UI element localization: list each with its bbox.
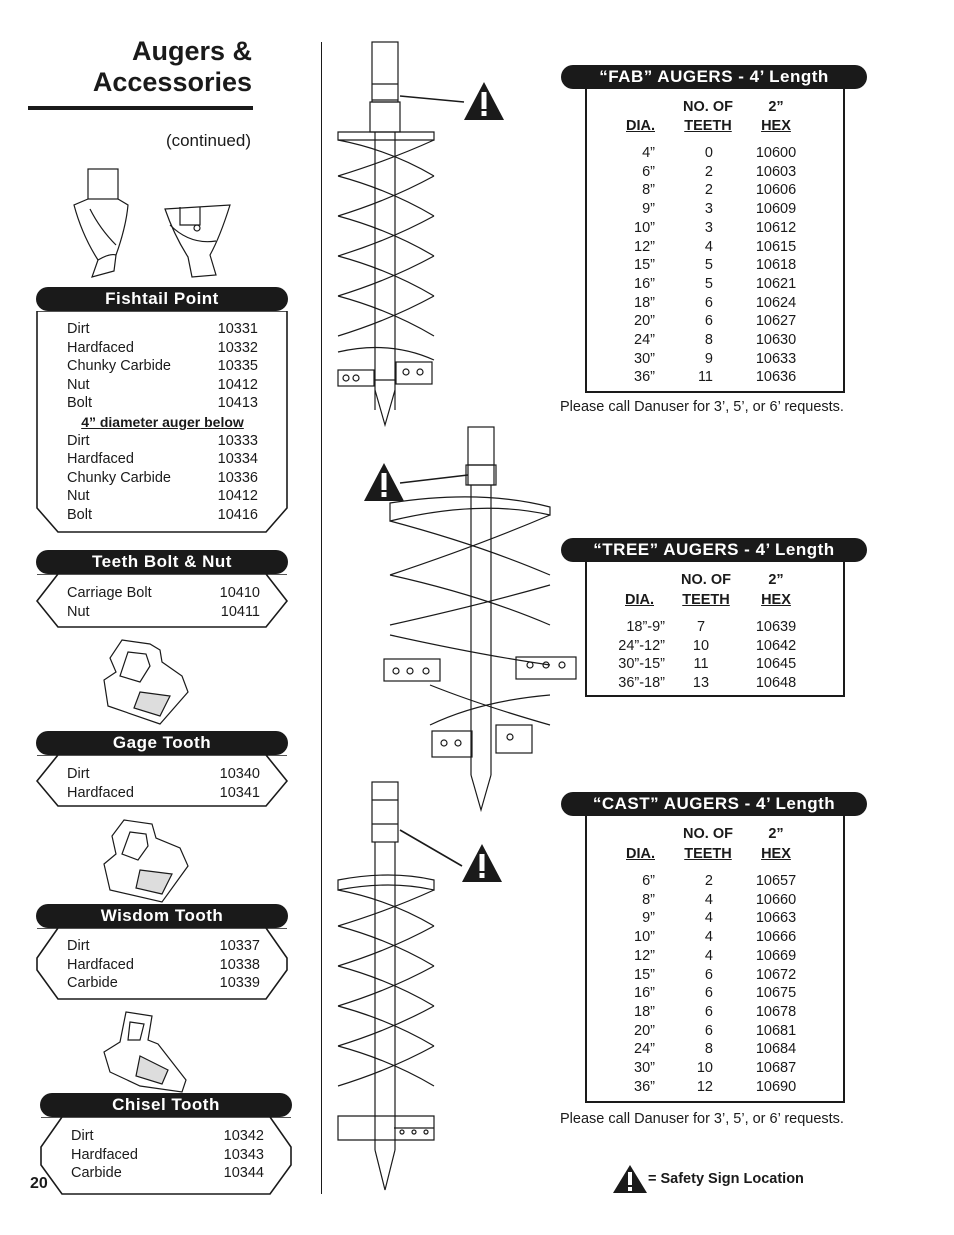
- list-item: Bolt 10413: [67, 395, 258, 412]
- table-cell: 18”-9”: [626, 619, 665, 635]
- table-cell: 6: [704, 313, 713, 330]
- table-cell: 10: [692, 637, 710, 654]
- table-cell: 6: [704, 1003, 713, 1020]
- dia-column: [595, 618, 665, 693]
- list-item: Hardfaced 10334: [67, 451, 258, 468]
- gage-tooth-list: [67, 765, 260, 802]
- table-cell: 8”: [642, 182, 655, 199]
- table-cell: 10645: [755, 656, 797, 673]
- table-cell: 5: [704, 257, 713, 274]
- col-header-teeth-top: NO. OF: [683, 826, 733, 842]
- table-cell: 15”: [634, 257, 655, 274]
- col-header-dia: DIA.: [625, 592, 654, 608]
- fab-augers-note: Please call Danuser for 3’, 5’, or 6’ requests.: [560, 399, 844, 415]
- list-item: Dirt 10340: [67, 766, 260, 782]
- table-cell: 7: [696, 619, 706, 635]
- list-item: Carriage Bolt 10410: [67, 585, 260, 601]
- table-cell: 9: [704, 350, 713, 367]
- table-cell: 10615: [755, 238, 797, 255]
- table-cell: 10684: [755, 1041, 797, 1058]
- table-cell: 4”: [642, 145, 655, 161]
- list-item: Dirt 10342: [71, 1128, 264, 1144]
- table-cell: 4: [704, 929, 713, 946]
- list-item: Chunky Carbide 10335: [67, 358, 258, 375]
- table-cell: 12: [696, 1078, 713, 1095]
- table-cell: 30”: [634, 350, 655, 367]
- table-cell: 3: [704, 219, 713, 236]
- table-cell: 8”: [642, 891, 655, 908]
- table-cell: 11: [697, 369, 713, 386]
- col-header-hex: HEX: [761, 592, 791, 608]
- table-cell: 9”: [642, 201, 655, 218]
- table-cell: 10687: [755, 1060, 797, 1077]
- table-cell: 6: [704, 985, 713, 1002]
- chisel-tooth-list: [71, 1127, 264, 1183]
- col-header-hex-top: 2”: [768, 572, 784, 588]
- table-cell: 10681: [755, 1022, 797, 1039]
- chisel-tooth-illustration: [100, 1010, 192, 1096]
- table-cell: 10609: [755, 201, 797, 218]
- table-cell: 30”-15”: [618, 656, 665, 673]
- table-cell: 4: [704, 910, 713, 927]
- table-cell: 10666: [755, 929, 797, 946]
- teeth-column: [673, 144, 713, 387]
- table-cell: 4: [704, 238, 713, 255]
- table-cell: 6”: [642, 163, 655, 180]
- list-item: Chunky Carbide 10336: [67, 469, 258, 486]
- table-cell: 10672: [755, 966, 797, 983]
- list-item: Hardfaced 10338: [67, 956, 260, 973]
- table-cell: 10663: [755, 910, 797, 927]
- table-cell: 6: [704, 966, 713, 983]
- title-line-2: Accessories: [92, 67, 252, 97]
- table-cell: 10”: [634, 219, 655, 236]
- col-header-dia: DIA.: [626, 846, 655, 862]
- table-cell: 10612: [755, 219, 797, 236]
- table-cell: 2: [704, 873, 713, 889]
- hex-column: [745, 872, 807, 1096]
- fishtail-point-illustration: [70, 165, 240, 283]
- list-item: Dirt 10331: [67, 321, 258, 337]
- teeth-column: [681, 618, 721, 693]
- cast-augers-note: Please call Danuser for 3’, 5’, or 6’ requests.: [560, 1111, 844, 1127]
- column-divider: [321, 42, 322, 1194]
- table-cell: 10660: [755, 891, 797, 908]
- gage-tooth-illustration: [100, 636, 192, 728]
- list-item: Nut 10412: [67, 488, 258, 505]
- table-cell: 36”: [634, 1078, 655, 1095]
- table-cell: 20”: [634, 313, 655, 330]
- page-number: 20: [30, 1175, 48, 1192]
- table-cell: 10600: [755, 145, 797, 161]
- dia-column: [605, 144, 655, 387]
- table-cell: 24”-12”: [618, 637, 665, 654]
- table-cell: 12”: [634, 947, 655, 964]
- table-cell: 20”: [634, 1022, 655, 1039]
- table-cell: 5: [704, 275, 713, 292]
- table-cell: 36”-18”: [618, 675, 665, 692]
- table-cell: 18”: [634, 294, 655, 311]
- table-cell: 10678: [755, 1003, 797, 1020]
- table-cell: 10636: [755, 369, 797, 386]
- safety-legend: [612, 1164, 804, 1194]
- wisdom-tooth-illustration: [100, 818, 192, 904]
- table-cell: 16”: [634, 985, 655, 1002]
- table-cell: 0: [704, 145, 713, 161]
- table-cell: 10: [696, 1060, 713, 1077]
- fab-augers-title: “FAB” AUGERS - 4’ Length: [561, 65, 867, 89]
- table-cell: 10633: [755, 350, 797, 367]
- col-header-dia: DIA.: [626, 118, 655, 134]
- table-cell: 10675: [755, 985, 797, 1002]
- table-cell: 18”: [634, 1003, 655, 1020]
- table-cell: 10627: [755, 313, 797, 330]
- page-title: [28, 36, 252, 98]
- table-cell: 36”: [634, 369, 655, 386]
- col-header-teeth-top: NO. OF: [681, 572, 731, 588]
- table-cell: 30”: [634, 1060, 655, 1077]
- table-cell: 10642: [755, 637, 797, 654]
- warning-triangle-icon: [612, 1164, 648, 1194]
- wisdom-tooth-list: [67, 937, 260, 993]
- list-item: Carbide 10339: [67, 975, 260, 992]
- teeth-column: [673, 872, 713, 1096]
- table-cell: 8: [704, 1041, 713, 1058]
- table-cell: 10657: [755, 873, 797, 889]
- col-header-teeth: TEETH: [682, 592, 730, 608]
- table-cell: 8: [704, 332, 713, 349]
- table-cell: 4: [704, 891, 713, 908]
- table-cell: 10603: [755, 163, 797, 180]
- list-item: Nut 10411: [67, 603, 260, 620]
- table-cell: 2: [704, 163, 713, 180]
- cast-auger-illustration: [330, 780, 580, 1195]
- teeth-bolt-list: [67, 584, 260, 621]
- legend-text: = Safety Sign Location: [648, 1171, 804, 1187]
- table-cell: 10630: [755, 332, 797, 349]
- table-cell: 2: [704, 182, 713, 199]
- table-cell: 6: [704, 1022, 713, 1039]
- table-cell: 10690: [755, 1078, 797, 1095]
- table-cell: 6”: [642, 873, 655, 889]
- table-cell: 10”: [634, 929, 655, 946]
- col-header-teeth: TEETH: [684, 118, 732, 134]
- cast-augers-title: “CAST” AUGERS - 4’ Length: [561, 792, 867, 816]
- title-rule: [28, 106, 253, 110]
- table-cell: 10621: [755, 275, 797, 292]
- teeth-bolt-title: Teeth Bolt & Nut: [36, 550, 288, 574]
- table-cell: 12”: [634, 238, 655, 255]
- list-item: Bolt 10416: [67, 506, 258, 523]
- table-cell: 24”: [634, 332, 655, 349]
- fab-auger-illustration: [330, 40, 580, 440]
- chisel-tooth-title: Chisel Tooth: [40, 1093, 292, 1117]
- table-cell: 3: [704, 201, 713, 218]
- dia-column: [605, 872, 655, 1096]
- col-header-hex-top: 2”: [768, 99, 784, 115]
- table-cell: 16”: [634, 275, 655, 292]
- list-item: Hardfaced 10332: [67, 339, 258, 356]
- table-cell: 10639: [755, 619, 797, 635]
- fishtail-subheading: 4” diameter auger below: [81, 413, 244, 430]
- continued-label: (continued): [165, 131, 251, 150]
- table-cell: 4: [704, 947, 713, 964]
- col-header-hex: HEX: [761, 846, 791, 862]
- col-header-hex: HEX: [761, 118, 791, 134]
- table-cell: 10624: [755, 294, 797, 311]
- table-cell: 11: [693, 656, 709, 673]
- table-cell: 10606: [755, 182, 797, 199]
- table-cell: 6: [704, 294, 713, 311]
- table-cell: 9”: [642, 910, 655, 927]
- table-cell: 24”: [634, 1041, 655, 1058]
- fishtail-point-title: Fishtail Point: [36, 287, 288, 311]
- list-item: Dirt 10333: [67, 432, 258, 449]
- col-header-teeth-top: NO. OF: [683, 99, 733, 115]
- list-item: Hardfaced 10341: [67, 784, 260, 801]
- list-item: Hardfaced 10343: [71, 1146, 264, 1163]
- col-header-teeth: TEETH: [684, 846, 732, 862]
- table-cell: 10648: [755, 675, 797, 692]
- tree-auger-illustration: [360, 425, 580, 815]
- table-cell: 10618: [755, 257, 797, 274]
- list-item: Nut 10412: [67, 376, 258, 393]
- list-item: Carbide 10344: [71, 1165, 264, 1182]
- fishtail-point-list: [67, 320, 258, 525]
- wisdom-tooth-title: Wisdom Tooth: [36, 904, 288, 928]
- table-cell: 10669: [755, 947, 797, 964]
- gage-tooth-title: Gage Tooth: [36, 731, 288, 755]
- table-cell: 15”: [634, 966, 655, 983]
- hex-column: [745, 618, 807, 693]
- tree-augers-title: “TREE” AUGERS - 4’ Length: [561, 538, 867, 562]
- list-item: Dirt 10337: [67, 938, 260, 954]
- table-cell: 13: [692, 675, 710, 692]
- title-line-1: Augers &: [131, 36, 252, 66]
- hex-column: [745, 144, 807, 387]
- col-header-hex-top: 2”: [768, 826, 784, 842]
